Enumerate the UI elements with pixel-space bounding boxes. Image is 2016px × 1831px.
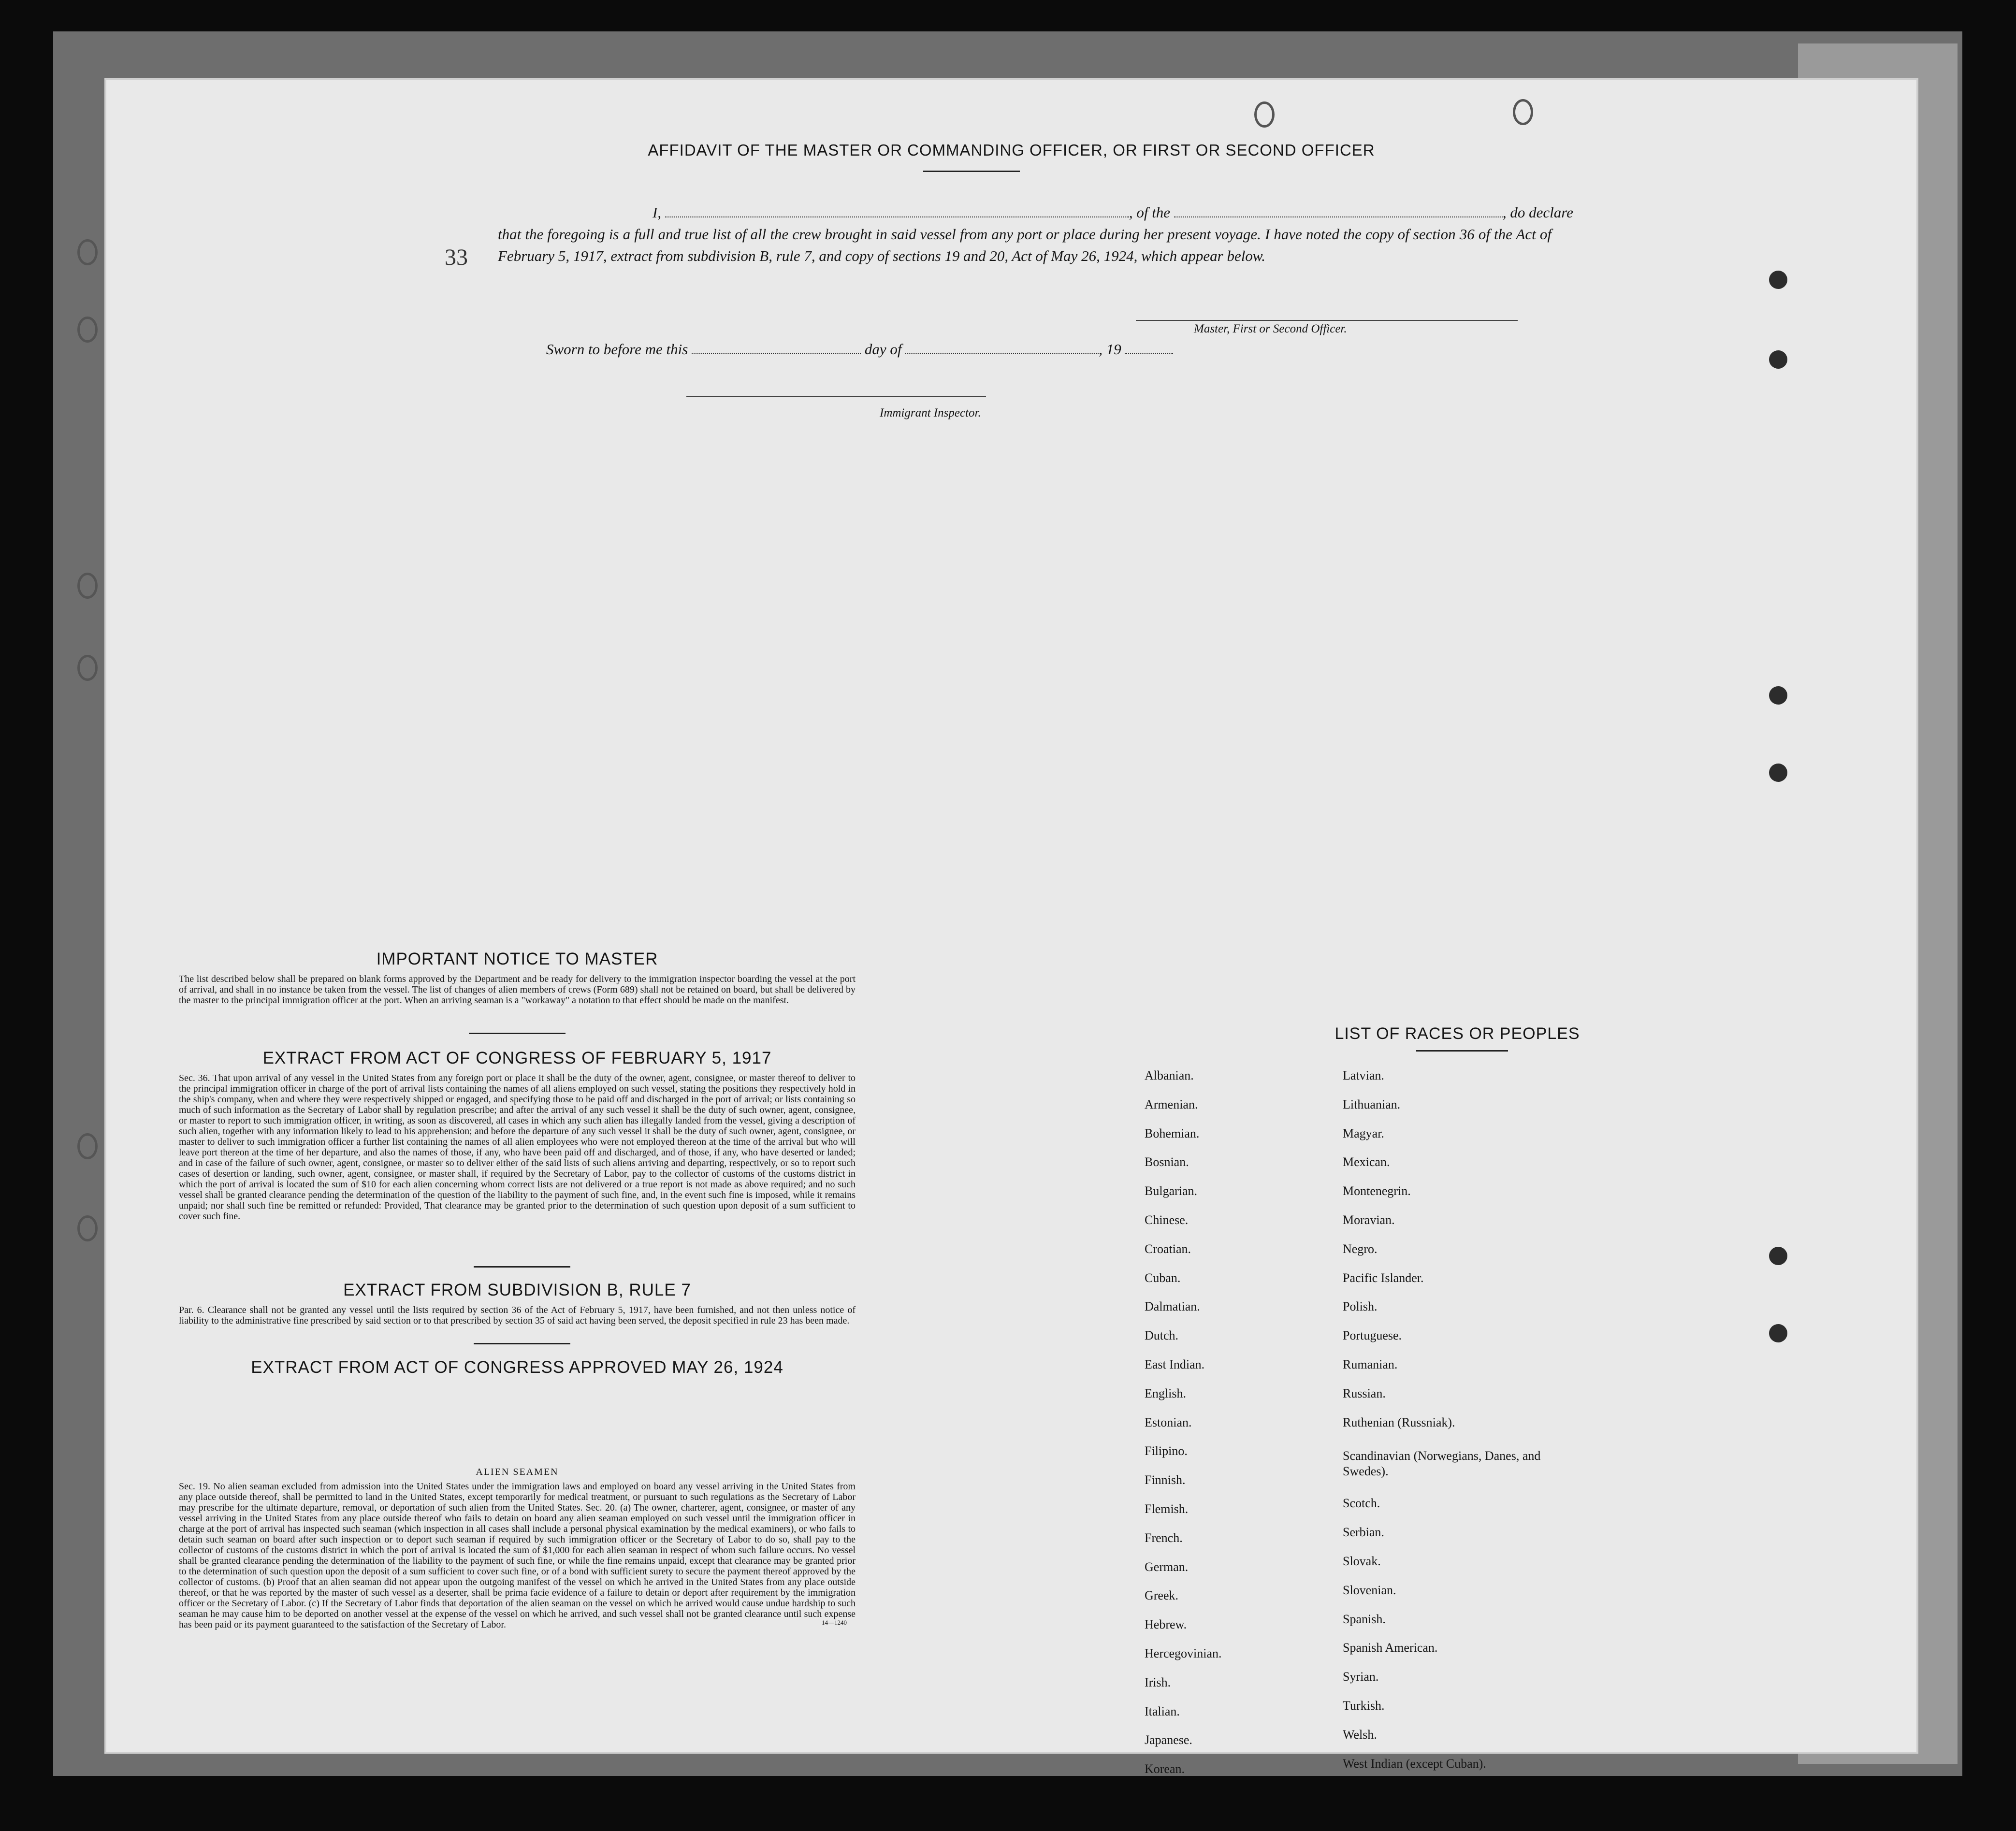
section-rule [469, 1033, 566, 1034]
alien-seamen-subtitle: ALIEN SEAMEN [476, 1467, 559, 1477]
affidavit-declare: , do declare [1502, 204, 1573, 221]
sworn-day-label: day of [864, 341, 902, 358]
inspector-signature-line[interactable] [686, 396, 986, 397]
binder-ring [77, 1215, 98, 1241]
race-item: Estonian. [1145, 1415, 1192, 1429]
race-item: Armenian. [1145, 1097, 1198, 1111]
punch-hole [1769, 1324, 1787, 1342]
race-item: Hebrew. [1145, 1617, 1187, 1632]
races-title: LIST OF RACES OR PEOPLES [1334, 1024, 1580, 1043]
inspector-label: Immigrant Inspector. [880, 406, 981, 419]
race-item: Turkish. [1343, 1698, 1385, 1713]
races-column-2 [1343, 1068, 1546, 1785]
affidavit-body: that the foregoing is a full and true list of all the crew brought in said vessel from any port or place during her present voyage. I have noted the copy of section 36 of the Act of February 5, 1917, extract from subdivision B, rule 7, and copy of sections 19 and 20, Act of May 26, 1924, which appear below. [498, 226, 1552, 264]
race-item: Hercegovinian. [1145, 1646, 1222, 1660]
vessel-blank[interactable] [1174, 204, 1503, 217]
notice-text: The list described below shall be prepared on blank forms approved by the Department and be ready for delivery to the immigration inspector boarding the vessel at the port of arrival, and shall in no instance be taken from the vessel. The list of changes of alien members of crews (Form 689) shall not be retained on board, but shall be delivered by the master to the principal immigration officer at the port. When an arriving seaman is a "workaway" a notation to that effect should be made on the manifest. [179, 974, 856, 1006]
binder-ring [77, 239, 98, 265]
sworn-prefix: Sworn to before me this [546, 341, 688, 358]
race-item: Japanese. [1145, 1733, 1192, 1747]
race-item: Flemish. [1145, 1501, 1189, 1516]
race-item: Cuban. [1145, 1270, 1181, 1285]
race-item: Lithuanian. [1343, 1097, 1401, 1111]
race-item: Bohemian. [1145, 1126, 1200, 1140]
races-rule [1416, 1050, 1508, 1052]
section-rule [474, 1343, 570, 1344]
race-item: Syrian. [1343, 1670, 1379, 1684]
race-item: German. [1145, 1559, 1189, 1574]
race-item: French. [1145, 1530, 1183, 1545]
punch-hole [1769, 350, 1787, 369]
race-item: Dalmatian. [1145, 1299, 1200, 1314]
race-item: Scandinavian (Norwegians, Danes, and Swedes). [1343, 1449, 1541, 1479]
race-item: Korean. [1145, 1762, 1185, 1776]
race-item: Slovak. [1343, 1554, 1381, 1568]
race-item: Albanian. [1145, 1068, 1194, 1082]
race-item: Scotch. [1343, 1496, 1380, 1511]
race-item: Mexican. [1343, 1155, 1390, 1169]
sworn-year-blank[interactable] [1125, 341, 1173, 354]
race-item: Latvian. [1343, 1068, 1384, 1082]
affidavit-i: I, [653, 204, 662, 221]
race-item: Filipino. [1145, 1444, 1188, 1458]
race-item: English. [1145, 1386, 1186, 1400]
master-label: Master, First or Second Officer. [1194, 322, 1347, 335]
affidavit-text [498, 202, 1573, 267]
race-item: Slovenian. [1343, 1583, 1396, 1597]
section-rule [474, 1266, 570, 1268]
race-item: Moravian. [1343, 1212, 1395, 1227]
extract-1924-title: EXTRACT FROM ACT OF CONGRESS APPROVED MAY 26, 1924 [251, 1358, 783, 1377]
race-item: Montenegrin. [1343, 1184, 1411, 1198]
extract-1924-text: Sec. 19. No alien seaman excluded from admission into the United States under the immigration laws and employed on board any vessel arriving in the United States from any place outside thereof, shall be permitted to land in the United States, except temporarily for medical treatment, or pursuant to such regulations as the Secretary of Labor may prescribe for the ultimate departure, removal, or deportation of such alien from the United States. Sec. 20. (a) The owner, charterer, agent, consignee, or master of any vessel arriving in the United States from any place outside thereof who fails to detain on board any alien seaman employed on such vessel until the immigration officer in charge at the port of arrival has inspected such seaman (which inspection in all cases shall include a personal physical examination by the medical examiners), or who fails to detain such seaman on board after such inspection or to deport such seaman if required by such immigration officer or the Secretary of Labor to do so, shall pay to the collector of customs of the customs district in which the port of arrival is located the sum of $1,000 for each alien seaman in respect of whom such failure occurs. No vessel shall be granted clearance pending the determination of the liability to the payment of such fine, or while the fine remains unpaid, except that clearance may be granted prior to the determination of such question upon the deposit of a sum sufficient to cover such fine, or of a bond with sufficient surety to secure the payment thereof approved by the collector of customs. (b) Proof that an alien seaman did not appear upon the outgoing manifest of the vessel on which he arrived in the United States from any place outside thereof, or that he was reported by the master of such vessel as a deserter, shall be prima facie evidence of a failure to detain or deport after requirement by the immigration officer or the Secretary of Labor. (c) If the Secretary of Labor finds that deportation of the alien seaman on the vessel on which he arrived would cause undue hardship to such seaman he may cause him to be deported on another vessel at the expense of the vessel on which he arrived, and such vessel shall not be granted clearance until such expense has been paid or its payment guaranteed to the satisfaction of the Secretary of Labor. [179, 1481, 856, 1630]
margin-note: 33 [445, 245, 468, 270]
punch-hole [1769, 686, 1787, 705]
race-item: Spanish American. [1343, 1641, 1438, 1655]
race-item: Finnish. [1145, 1473, 1186, 1487]
binder-ring [1254, 101, 1275, 128]
race-item: Negro. [1343, 1241, 1378, 1256]
race-item: Italian. [1145, 1704, 1180, 1718]
race-item: Serbian. [1343, 1525, 1384, 1540]
extract-1917-text: Sec. 36. That upon arrival of any vessel in the United States from any foreign port or place it shall be the duty of the owner, agent, consignee, or master thereof to deliver to the principal immigration officer in charge of the port of arrival lists containing the names of all aliens employed on such vessel, stating the positions they respectively hold in the ship's company, when and where they were respectively shipped or engaged, and specifying those to be paid off and discharged in the port of arrival; or lists containing so much of such information as the Secretary of Labor shall by regulation prescribe; and after the arrival of any such vessel it shall be the duty of such owner, agent, consignee, or master to report to such immigration officer, in writing, as soon as discovered, all cases in which any such alien has illegally landed from the vessel, giving a description of such alien, together with any information likely to lead to his apprehension; and before the departure of any such vessel it shall be the duty of such owner, agent, consignee, or master to deliver to such immigration officer a further list containing the names of all alien employees who were not employed thereon at the time of the arrival but who will leave port thereon at the time of her departure, and also the names of those, if any, who have been paid off and discharged, and of those, if any, who have deserted or landed; and in case of the failure of such owner, agent, consignee, or master so to deliver either of the said lists of such aliens arriving and departing, respectively, or so to report such cases of desertion or landing, such owner, agent, consignee, or master shall, if required by the Secretary of Labor, pay to the collector of customs of the customs district in which the port of arrival is located the sum of $10 for each alien concerning whom correct lists are not delivered or a true report is not made as above required; and no such vessel shall be granted clearance pending the determination of the question of the liability to the payment of such fine, and, in the event such fine is imposed, while it remains unpaid; nor shall such fine be remitted or refunded: Provided, That clearance may be granted prior to the determination of such question upon deposit of a sum sufficient to cover such fine. [179, 1073, 856, 1222]
rule7-text: Par. 6. Clearance shall not be granted any vessel until the lists required by section 36 of the Act of February 5, 1917, have been furnished, and not then unless notice of liability to the administrative fine prescribed by said section or to that prescribed by section 35 of said act having been served, the deposit specified in rule 23 has been made. [179, 1305, 856, 1326]
race-item: Polish. [1343, 1299, 1378, 1314]
rule7-title: EXTRACT FROM SUBDIVISION B, RULE 7 [343, 1281, 691, 1299]
title-rule [923, 171, 1020, 172]
binder-ring [77, 573, 98, 599]
race-item: Croatian. [1145, 1241, 1191, 1256]
sworn-line [546, 341, 1173, 358]
race-item: Russian. [1343, 1386, 1386, 1400]
race-item: Bulgarian. [1145, 1184, 1198, 1198]
form-number: 14—1240 [822, 1619, 847, 1626]
race-item: Rumanian. [1343, 1357, 1398, 1371]
affidavit-title: AFFIDAVIT OF THE MASTER OR COMMANDING OFFICER, OR FIRST OR SECOND OFFICER [648, 141, 1375, 159]
races-column-1 [1145, 1068, 1222, 1790]
race-item: Ruthenian (Russniak). [1343, 1415, 1455, 1429]
punch-hole [1769, 764, 1787, 782]
punch-hole [1769, 1247, 1787, 1265]
race-item: Pacific Islander. [1343, 1270, 1424, 1285]
affidavit-of-the: , of the [1129, 204, 1171, 221]
race-item: Dutch. [1145, 1328, 1179, 1343]
race-item: Bosnian. [1145, 1155, 1189, 1169]
binder-ring [1513, 99, 1533, 125]
punch-hole [1769, 271, 1787, 289]
race-item: East Indian. [1145, 1357, 1205, 1371]
race-item: West Indian (except Cuban). [1343, 1756, 1486, 1771]
race-item: Portuguese. [1343, 1328, 1402, 1343]
notice-title: IMPORTANT NOTICE TO MASTER [376, 950, 658, 968]
race-item: Spanish. [1343, 1612, 1386, 1626]
race-item: Irish. [1145, 1675, 1171, 1689]
binder-ring [77, 655, 98, 681]
form-page [106, 80, 1916, 1776]
race-item: Magyar. [1343, 1126, 1384, 1140]
master-signature-line[interactable] [1136, 320, 1518, 321]
binder-ring [77, 317, 98, 343]
extract-1917-title: EXTRACT FROM ACT OF CONGRESS OF FEBRUARY 5, 1917 [262, 1049, 772, 1067]
sworn-year-label: , 19 [1099, 341, 1121, 358]
race-item: Welsh. [1343, 1727, 1377, 1742]
binder-ring [77, 1133, 98, 1159]
race-item: Chinese. [1145, 1212, 1189, 1227]
sworn-date-blank[interactable] [692, 341, 861, 354]
name-blank[interactable] [665, 204, 1129, 217]
race-item: Greek. [1145, 1588, 1179, 1603]
sworn-month-blank[interactable] [905, 341, 1099, 354]
